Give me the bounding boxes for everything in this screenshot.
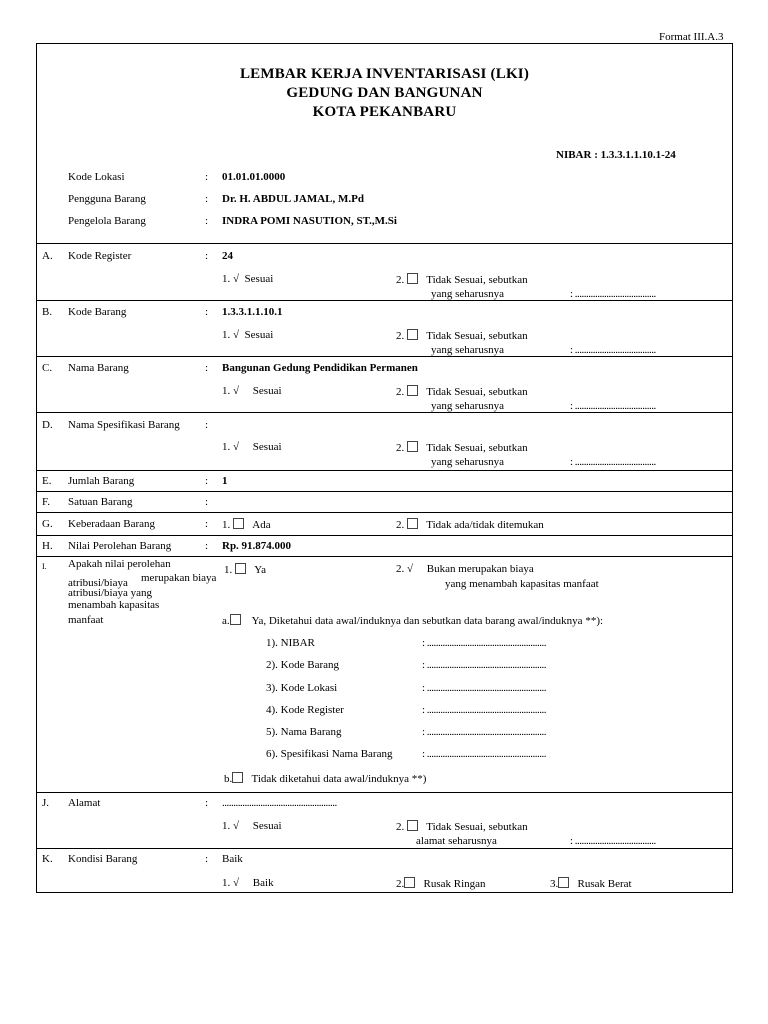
option-number: b.: [224, 773, 233, 785]
atribusi-label-line: manfaat: [68, 614, 104, 626]
section-letter: B.: [42, 306, 53, 318]
form-title-line-3: KOTA PEKANBARU: [312, 104, 457, 120]
section-letter: I.: [42, 562, 47, 571]
checkbox-icon: [407, 329, 418, 340]
option-number: 1.: [222, 877, 231, 889]
induk-item-label: 1). NIBAR: [266, 637, 315, 649]
fill-line: : ....................................: [570, 344, 656, 356]
form-frame: [36, 43, 733, 893]
colon: :: [205, 250, 209, 262]
form-title-line-1: LEMBAR KERJA INVENTARISASI (LKI): [239, 66, 530, 82]
nibar: NIBAR : 1.3.3.1.1.10.1-24: [556, 149, 676, 161]
option-sesuai[interactable]: [222, 441, 282, 453]
option-ya[interactable]: [224, 563, 266, 576]
option-sesuai[interactable]: [222, 273, 273, 285]
pengelola-label: Pengelola Barang: [68, 215, 146, 227]
option-label: Tidak Sesuai, sebutkan: [426, 330, 528, 342]
colon: :: [205, 496, 209, 508]
option-number: 2.: [396, 274, 405, 286]
option-tidak-sesuai[interactable]: [396, 385, 528, 398]
atribusi-label-line: atribusi/biaya yang: [68, 587, 153, 599]
colon: :: [205, 306, 209, 318]
induk-item-label: 2). Kode Barang: [266, 659, 340, 671]
check-icon: √: [233, 820, 240, 832]
alamat-label: Alamat: [68, 797, 101, 809]
option-label: Ya, Diketahui data awal/induknya dan sebutkan data barang awal/induknya **):: [251, 615, 604, 627]
checkbox-icon: [232, 772, 243, 783]
divider: [36, 512, 733, 513]
induk-item-label: 3). Kode Lokasi: [266, 682, 338, 694]
colon: :: [205, 362, 209, 374]
form-title-line-2: GEDUNG DAN BANGUNAN: [286, 85, 483, 101]
divider: [36, 412, 733, 413]
option-number: 1.: [222, 820, 231, 832]
option-label: Tidak Sesuai, sebutkan: [426, 821, 528, 833]
kode-lokasi-label: Kode Lokasi: [68, 171, 125, 183]
option-label: Rusak Berat: [577, 878, 632, 890]
kode-register-value: 24: [222, 250, 233, 262]
option-number: 2.: [396, 563, 405, 575]
divider: [36, 556, 733, 557]
option-number: 1.: [222, 519, 231, 531]
induk-item-label: 5). Nama Barang: [266, 726, 342, 738]
checkbox-icon: [235, 563, 246, 574]
colon: :: [205, 518, 209, 530]
checkbox-icon: [407, 820, 418, 831]
option-number: 1.: [222, 385, 231, 397]
option-rusak-berat[interactable]: [550, 877, 632, 890]
seharusnya-label: yang seharusnya: [431, 288, 505, 300]
colon: :: [205, 853, 209, 865]
option-label: Ya: [254, 564, 266, 576]
fill-line: : ....................................: [570, 288, 656, 300]
colon: :: [205, 540, 209, 552]
option-label: Sesuai: [252, 385, 282, 397]
option-label-line-2: yang menambah kapasitas manfaat: [445, 578, 599, 590]
option-number: 2.: [396, 386, 405, 398]
option-rusak-ringan[interactable]: [396, 877, 486, 890]
seharusnya-label: yang seharusnya: [431, 456, 505, 468]
kondisi-barang-value: Baik: [222, 853, 243, 865]
option-sesuai[interactable]: [222, 329, 273, 341]
nama-spesifikasi-label: Nama Spesifikasi Barang: [68, 419, 180, 431]
pengguna-value: Dr. H. ABDUL JAMAL, M.Pd: [222, 193, 364, 205]
kondisi-barang-label: Kondisi Barang: [68, 853, 138, 865]
colon: :: [205, 193, 209, 205]
checkbox-icon: [407, 441, 418, 452]
section-letter: D.: [42, 419, 53, 431]
divider: [36, 848, 733, 849]
option-label: Tidak Sesuai, sebutkan: [426, 274, 528, 286]
nilai-perolehan-value: Rp. 91.874.000: [222, 540, 292, 552]
satuan-barang-label: Satuan Barang: [68, 496, 133, 508]
option-number: 1.: [222, 441, 231, 453]
section-letter: H.: [42, 540, 53, 552]
checkbox-icon: [407, 385, 418, 396]
option-bukan[interactable]: [396, 563, 534, 575]
option-tidak-sesuai[interactable]: [396, 329, 528, 342]
check-icon: √: [233, 877, 240, 889]
divider: [36, 300, 733, 301]
check-icon: √: [233, 329, 240, 341]
option-label: Tidak ada/tidak ditemukan: [426, 519, 544, 531]
option-number: 1.: [224, 564, 233, 576]
divider: [36, 470, 733, 471]
fill-line: : .....................................................: [422, 704, 547, 716]
checkbox-icon: [233, 518, 244, 529]
checkbox-icon: [407, 518, 418, 529]
atribusi-label-line: atribusi/biaya: [68, 577, 128, 589]
nama-barang-label: Nama Barang: [68, 362, 129, 374]
section-letter: J.: [42, 797, 50, 809]
option-sesuai[interactable]: [222, 385, 282, 397]
section-letter: G.: [42, 518, 53, 530]
check-icon: √: [407, 563, 414, 575]
option-sesuai[interactable]: [222, 820, 282, 832]
nilai-perolehan-label: Nilai Perolehan Barang: [68, 540, 172, 552]
option-number: 2.: [396, 519, 405, 531]
option-label: Rusak Ringan: [423, 878, 486, 890]
checkbox-icon: [404, 877, 415, 888]
seharusnya-label: yang seharusnya: [431, 344, 505, 356]
section-letter: F.: [42, 496, 50, 508]
alamat-value: ...................................................: [222, 797, 337, 809]
option-tidak-sesuai[interactable]: [396, 273, 528, 286]
kode-barang-value: 1.3.3.1.1.10.1: [222, 306, 283, 318]
option-number: 3.: [550, 878, 559, 890]
option-label: Tidak diketahui data awal/induknya **): [251, 773, 427, 785]
atribusi-label-line: menambah kapasitas: [68, 599, 160, 611]
atribusi-label-line: Apakah nilai perolehan: [68, 558, 171, 570]
divider: [36, 243, 733, 244]
colon: :: [205, 171, 209, 183]
divider: [36, 535, 733, 536]
jumlah-barang-value: 1: [222, 475, 228, 487]
check-icon: √: [233, 385, 240, 397]
option-baik[interactable]: [222, 877, 274, 889]
divider: [36, 491, 733, 492]
option-number: 1.: [222, 329, 231, 341]
option-tidak-sesuai[interactable]: [396, 441, 528, 454]
kode-register-label: Kode Register: [68, 250, 132, 262]
section-letter: C.: [42, 362, 53, 374]
colon: :: [205, 419, 209, 431]
option-label: Baik: [252, 877, 274, 889]
checkbox-icon: [407, 273, 418, 284]
divider: [36, 792, 733, 793]
fill-line: : .....................................................: [422, 659, 547, 671]
option-number: 1.: [222, 273, 231, 285]
option-label: Sesuai: [252, 441, 282, 453]
keberadaan-barang-label: Keberadaan Barang: [68, 518, 156, 530]
fill-line: : .....................................................: [422, 726, 547, 738]
seharusnya-label: yang seharusnya: [431, 400, 505, 412]
section-letter: E.: [42, 475, 52, 487]
atribusi-label-line: merupakan biaya: [141, 572, 217, 584]
colon: :: [205, 475, 209, 487]
option-a-diketahui[interactable]: [222, 614, 603, 627]
fill-line: : .....................................................: [422, 637, 547, 649]
kode-lokasi-value: 01.01.01.0000: [222, 171, 286, 183]
option-number: 2.: [396, 878, 405, 890]
option-label: Tidak Sesuai, sebutkan: [426, 442, 528, 454]
checkbox-icon: [230, 614, 241, 625]
induk-item-label: 4). Kode Register: [266, 704, 344, 716]
option-label: Tidak Sesuai, sebutkan: [426, 386, 528, 398]
check-icon: √: [233, 273, 240, 285]
option-number: 2.: [396, 330, 405, 342]
section-letter: A.: [42, 250, 53, 262]
jumlah-barang-label: Jumlah Barang: [68, 475, 135, 487]
colon: :: [205, 215, 209, 227]
fill-line: : ....................................: [570, 456, 656, 468]
option-label: Sesuai: [252, 820, 282, 832]
option-tidak-sesuai[interactable]: [396, 820, 528, 833]
colon: :: [205, 797, 209, 809]
fill-line: : ....................................: [570, 835, 656, 847]
induk-item-label: 6). Spesifikasi Nama Barang: [266, 748, 393, 760]
option-label: Bukan merupakan biaya: [426, 563, 534, 575]
option-b-tidak-diketahui[interactable]: [224, 772, 426, 785]
option-label: Ada: [252, 519, 271, 531]
fill-line: : ....................................: [570, 400, 656, 412]
pengelola-value: INDRA POMI NASUTION, ST.,M.Si: [222, 215, 397, 227]
option-number: 2.: [396, 821, 405, 833]
fill-line: : .....................................................: [422, 748, 547, 760]
fill-line: : .....................................................: [422, 682, 547, 694]
option-ada[interactable]: [222, 518, 271, 531]
option-tidak-ada[interactable]: [396, 518, 544, 531]
check-icon: √: [233, 441, 240, 453]
kode-barang-label: Kode Barang: [68, 306, 127, 318]
option-label: Sesuai: [244, 273, 274, 285]
checkbox-icon: [558, 877, 569, 888]
option-label: Sesuai: [244, 329, 274, 341]
pengguna-label: Pengguna Barang: [68, 193, 146, 205]
alamat-seharusnya-label: alamat seharusnya: [416, 835, 497, 847]
option-number: 2.: [396, 442, 405, 454]
nama-barang-value: Bangunan Gedung Pendidikan Permanen: [222, 362, 418, 374]
format-code: Format III.A.3: [659, 31, 724, 43]
section-letter: K.: [42, 853, 53, 865]
divider: [36, 356, 733, 357]
option-number: a.: [222, 615, 230, 627]
